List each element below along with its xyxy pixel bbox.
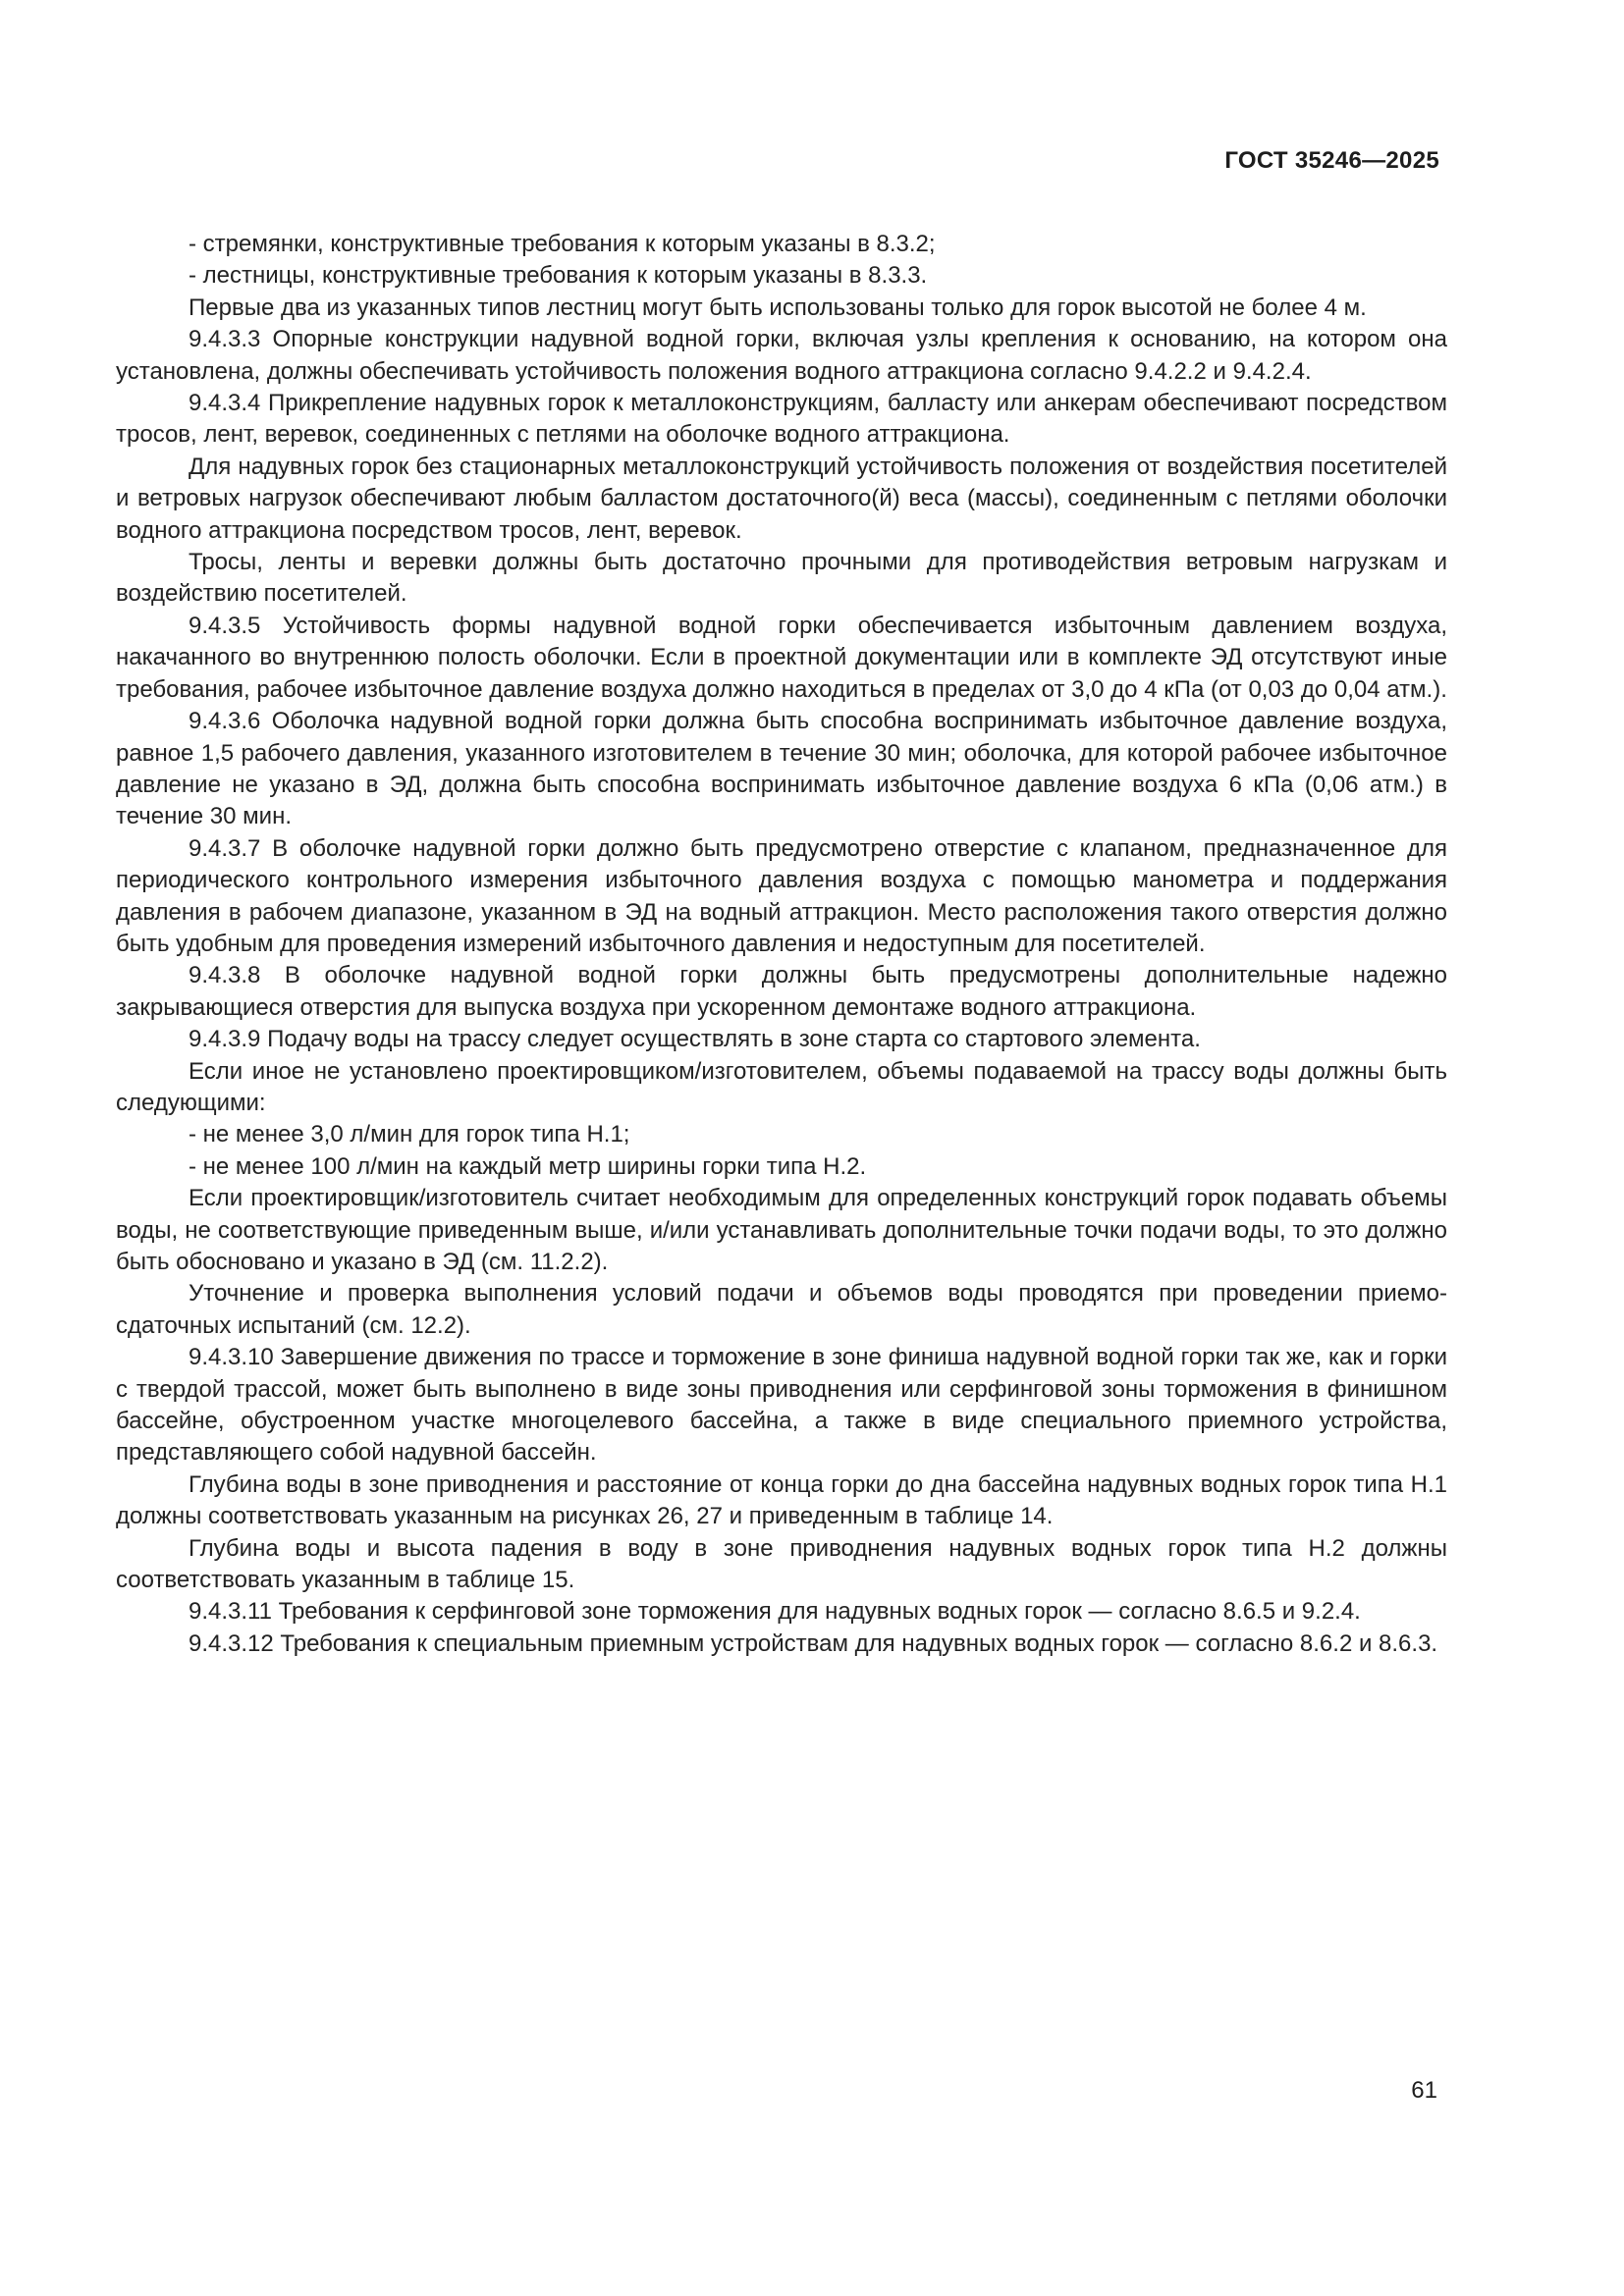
paragraph: 9.4.3.7 В оболочке надувной горки должно быть предусмотрено отверстие с клапаном, предназначенное для периодического контрольного измерения избыточного давления воздуха с помощью манометра и поддержания давления в рабочем диапазоне, указанном в ЭД на водный аттракцион. Место расположения такого отверстия должно быть удобным для проведения измерений избыточного давления и недоступным для посетителей. (116, 834, 1447, 957)
paragraph: 9.4.3.6 Оболочка надувной водной горки должна быть способна воспринимать избыточное давление воздуха, равное 1,5 рабочего давления, указанного изготовителем в течение 30 мин; оболочка, для которой рабочее избыточное давление не указано в ЭД, должна быть способна воспринимать избыточное давление воздуха 6 кПа (0,06 атм.) в течение 30 мин. (116, 708, 1447, 830)
paragraph: 9.4.3.5 Устойчивость формы надувной водной горки обеспечивается избыточным давлением воздуха, накачанного во внутреннюю полость оболочки. Если в проектной документации или в комплекте ЭД отсутствуют иные требования, рабочее избыточное давление воздуха должно находиться в пределах от 3,0 до 4 кПа (от 0,03 до 0,04 атм.). (116, 612, 1447, 703)
document-body (116, 229, 1447, 1660)
paragraph: 9.4.3.4 Прикрепление надувных горок к металлоконструкциям, балласту или анкерам обеспечивают посредством тросов, лент, веревок, соединенных с петлями на оболочке водного аттракциона. (116, 390, 1447, 449)
paragraph: Глубина воды и высота падения в воду в зоне приводнения надувных водных горок типа Н.2 должны соответствовать указанным в таблице 15. (116, 1534, 1447, 1594)
paragraph: Для надувных горок без стационарных металлоконструкций устойчивость положения от воздействия посетителей и ветровых нагрузок обеспечивают любым балластом достаточного(й) веса (массы), соединенным с петлями оболочки водного аттракциона посредством тросов, лент, веревок. (116, 453, 1447, 544)
paragraph: - стремянки, конструктивные требования к которым указаны в 8.3.2; (189, 231, 936, 257)
paragraph: - не менее 3,0 л/мин для горок типа Н.1; (189, 1121, 630, 1148)
paragraph: Если иное не установлено проектировщиком/изготовителем, объемы подаваемой на трассу воды должны быть следующими: (116, 1057, 1447, 1116)
paragraph: Глубина воды в зоне приводнения и расстояние от конца горки до дна бассейна надувных водных горок типа Н.1 должны соответствовать указанным на рисунках 26, 27 и приведенным в таблице 14. (116, 1470, 1447, 1530)
paragraph: 9.4.3.3 Опорные конструкции надувной водной горки, включая узлы крепления к основанию, на котором она установлена, должны обеспечивать устойчивость положения водного аттракциона согласно 9.4.2.2 и 9.4.2.4. (116, 326, 1447, 385)
paragraph: Первые два из указанных типов лестниц могут быть использованы только для горок высотой не более 4 м. (189, 294, 1367, 321)
paragraph: Тросы, ленты и веревки должны быть достаточно прочными для противодействия ветровым нагрузкам и воздействию посетителей. (116, 549, 1447, 608)
document-number-header: ГОСТ 35246—2025 (1224, 147, 1439, 174)
paragraph: Если проектировщик/изготовитель считает необходимым для определенных конструкций горок подавать объемы воды, не соответствующие приведенным выше, и/или устанавливать дополнительные точки подачи воды, то это должно быть обосновано и указано в ЭД (см. 11.2.2). (116, 1185, 1447, 1275)
paragraph: 9.4.3.9 Подачу воды на трассу следует осуществлять в зоне старта со стартового элемента. (189, 1026, 1201, 1053)
paragraph: 9.4.3.8 В оболочке надувной водной горки должны быть предусмотрены дополнительные надежно закрывающиеся отверстия для выпуска воздуха при ускоренном демонтаже водного аттракциона. (116, 962, 1447, 1021)
paragraph: - не менее 100 л/мин на каждый метр ширины горки типа Н.2. (189, 1152, 867, 1180)
page-number: 61 (1411, 2077, 1437, 2104)
paragraph: 9.4.3.12 Требования к специальным приемным устройствам для надувных водных горок — согласно 8.6.2 и 8.6.3. (189, 1629, 1438, 1657)
paragraph: 9.4.3.11 Требования к серфинговой зоне торможения для надувных водных горок — согласно 8.6.5 и 9.2.4. (189, 1598, 1361, 1626)
paragraph: - лестницы, конструктивные требования к которым указаны в 8.3.3. (189, 262, 928, 290)
paragraph: 9.4.3.10 Завершение движения по трассе и торможение в зоне финиша надувной водной горки так же, как и горки с твердой трассой, может быть выполнено в виде зоны приводнения или серфинговой зоны торможения в финишном бассейне, обустроенном участке многоцелевого бассейна, а также в виде специального приемного устройства, представляющего собой надувной бассейн. (116, 1344, 1447, 1467)
paragraph: Уточнение и проверка выполнения условий подачи и объемов воды проводятся при проведении приемо-сдаточных испытаний (см. 12.2). (116, 1280, 1447, 1339)
